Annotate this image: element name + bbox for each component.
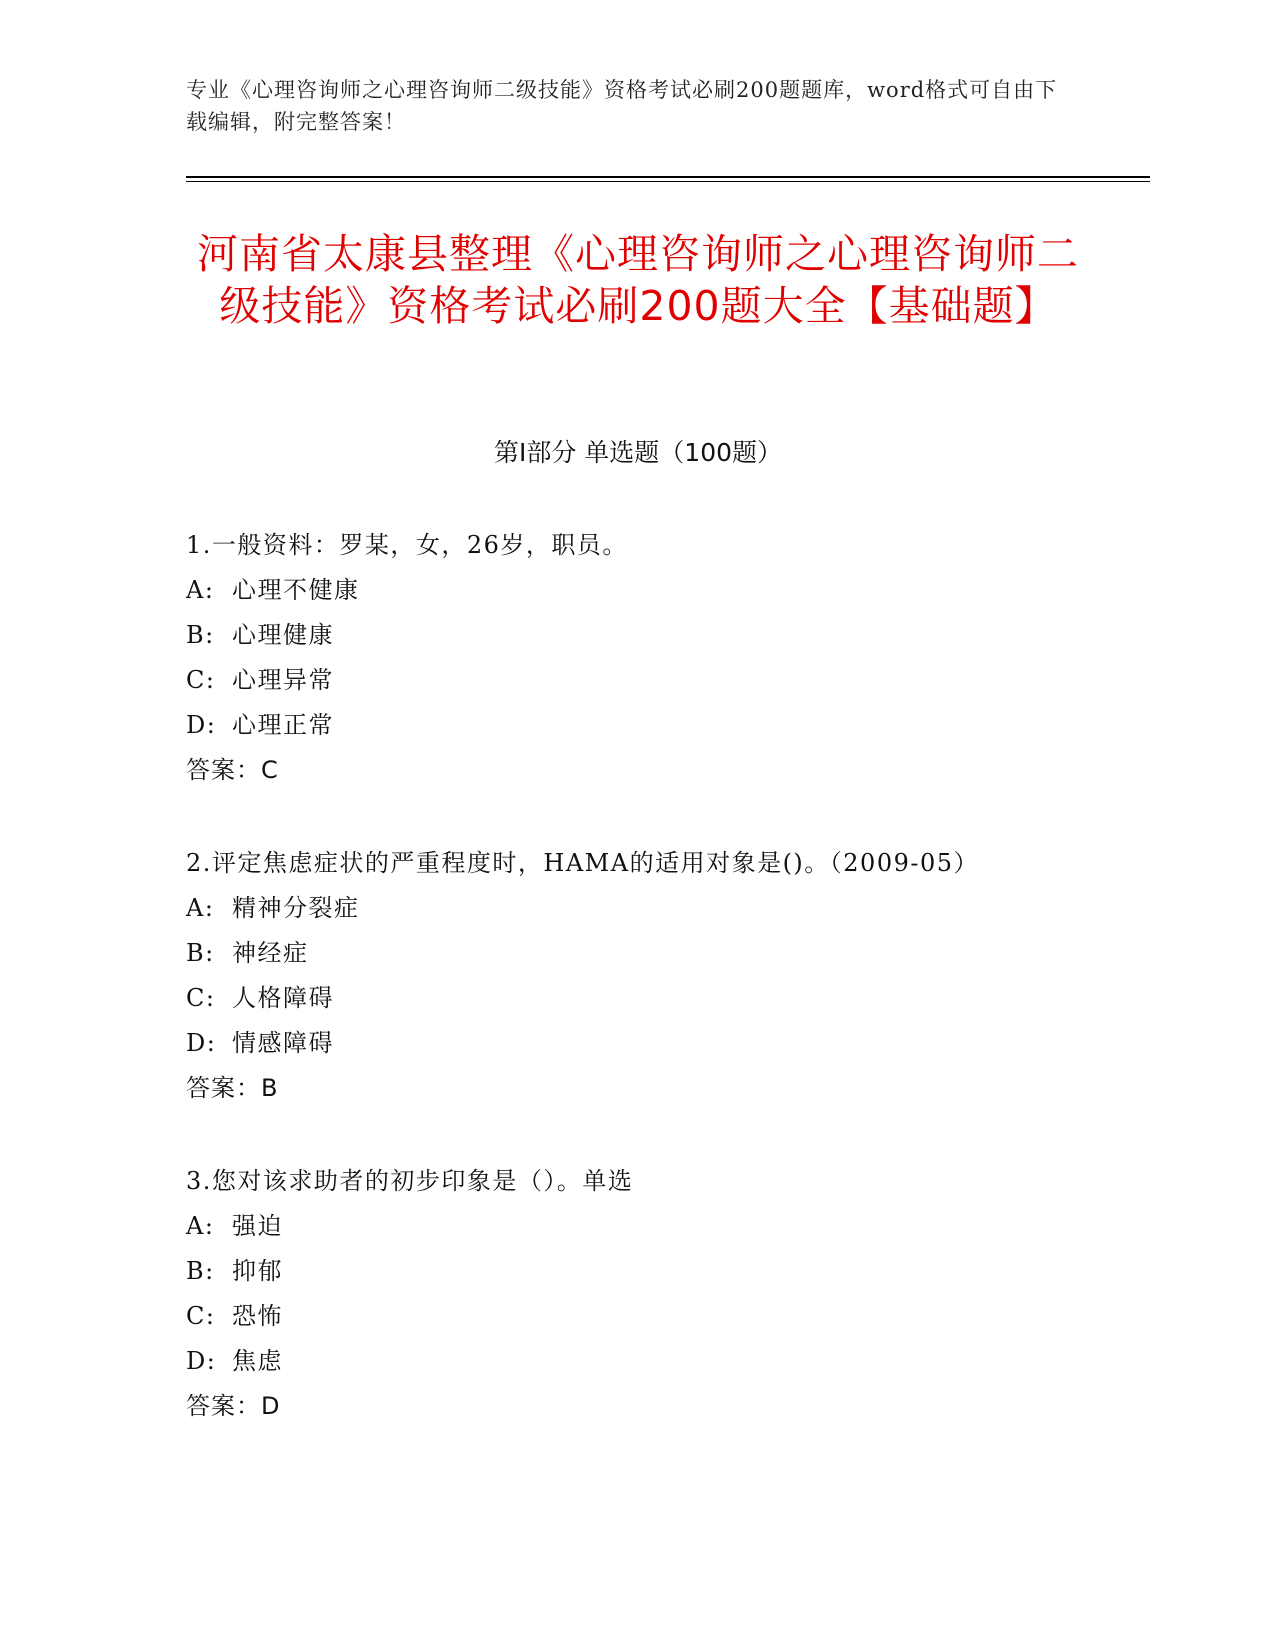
option-text: 精神分裂症 xyxy=(232,894,360,922)
header-divider-thick xyxy=(186,176,1150,178)
header-divider-thin xyxy=(186,181,1150,182)
option-c xyxy=(186,1301,1116,1346)
option-text: 心理不健康 xyxy=(232,576,360,604)
option-d xyxy=(186,710,1116,755)
option-b xyxy=(186,620,1116,665)
option-text: 强迫 xyxy=(232,1212,283,1240)
option-text: 情感障碍 xyxy=(232,1029,334,1057)
question-stem: 2.评定焦虑症状的严重程度时，HAMA的适用对象是()。（2009-05） xyxy=(186,849,980,877)
question-stem: 3.您对该求助者的初步印象是（）。单选 xyxy=(186,1167,634,1195)
option-text: 人格障碍 xyxy=(232,984,334,1012)
question-3 xyxy=(186,1166,1116,1436)
option-d xyxy=(186,1028,1116,1073)
option-text: 抑郁 xyxy=(232,1257,283,1285)
option-text: 焦虑 xyxy=(232,1347,283,1375)
option-d xyxy=(186,1346,1116,1391)
option-letter: D: xyxy=(186,1347,217,1375)
option-letter: A: xyxy=(186,1212,215,1240)
option-text: 恐怖 xyxy=(232,1302,283,1330)
section-title: 第I部分 单选题（100题） xyxy=(493,438,783,467)
option-letter: C: xyxy=(186,984,216,1012)
question-stem: 1.一般资料：罗某，女，26岁，职员。 xyxy=(186,531,628,559)
option-letter: B: xyxy=(186,1257,215,1285)
option-letter: D: xyxy=(186,1029,217,1057)
option-letter: D: xyxy=(186,711,217,739)
answer-line: 答案：D xyxy=(186,1392,281,1420)
question-2 xyxy=(186,848,1116,1118)
option-c xyxy=(186,665,1116,710)
option-letter: C: xyxy=(186,666,216,694)
option-c xyxy=(186,983,1116,1028)
option-text: 心理正常 xyxy=(232,711,334,739)
option-text: 心理健康 xyxy=(232,621,334,649)
answer-line: 答案：B xyxy=(186,1074,279,1102)
option-letter: B: xyxy=(186,939,215,967)
option-a xyxy=(186,1211,1116,1256)
option-b xyxy=(186,1256,1116,1301)
answer-line: 答案：C xyxy=(186,756,279,784)
option-a xyxy=(186,893,1116,938)
option-a xyxy=(186,575,1116,620)
option-text: 心理异常 xyxy=(232,666,334,694)
document-title: 河南省太康县整理《心理咨询师之心理咨询师二级技能》资格考试必刷200题大全【基础题】 xyxy=(197,230,1079,330)
option-letter: A: xyxy=(186,894,215,922)
header-note: 专业《心理咨询师之心理咨询师二级技能》资格考试必刷200题题库，word格式可自由下载编辑，附完整答案！ xyxy=(186,78,1058,134)
option-b xyxy=(186,938,1116,983)
option-letter: A: xyxy=(186,576,215,604)
option-letter: C: xyxy=(186,1302,216,1330)
option-letter: B: xyxy=(186,621,215,649)
option-text: 神经症 xyxy=(232,939,309,967)
question-1 xyxy=(186,530,1116,800)
